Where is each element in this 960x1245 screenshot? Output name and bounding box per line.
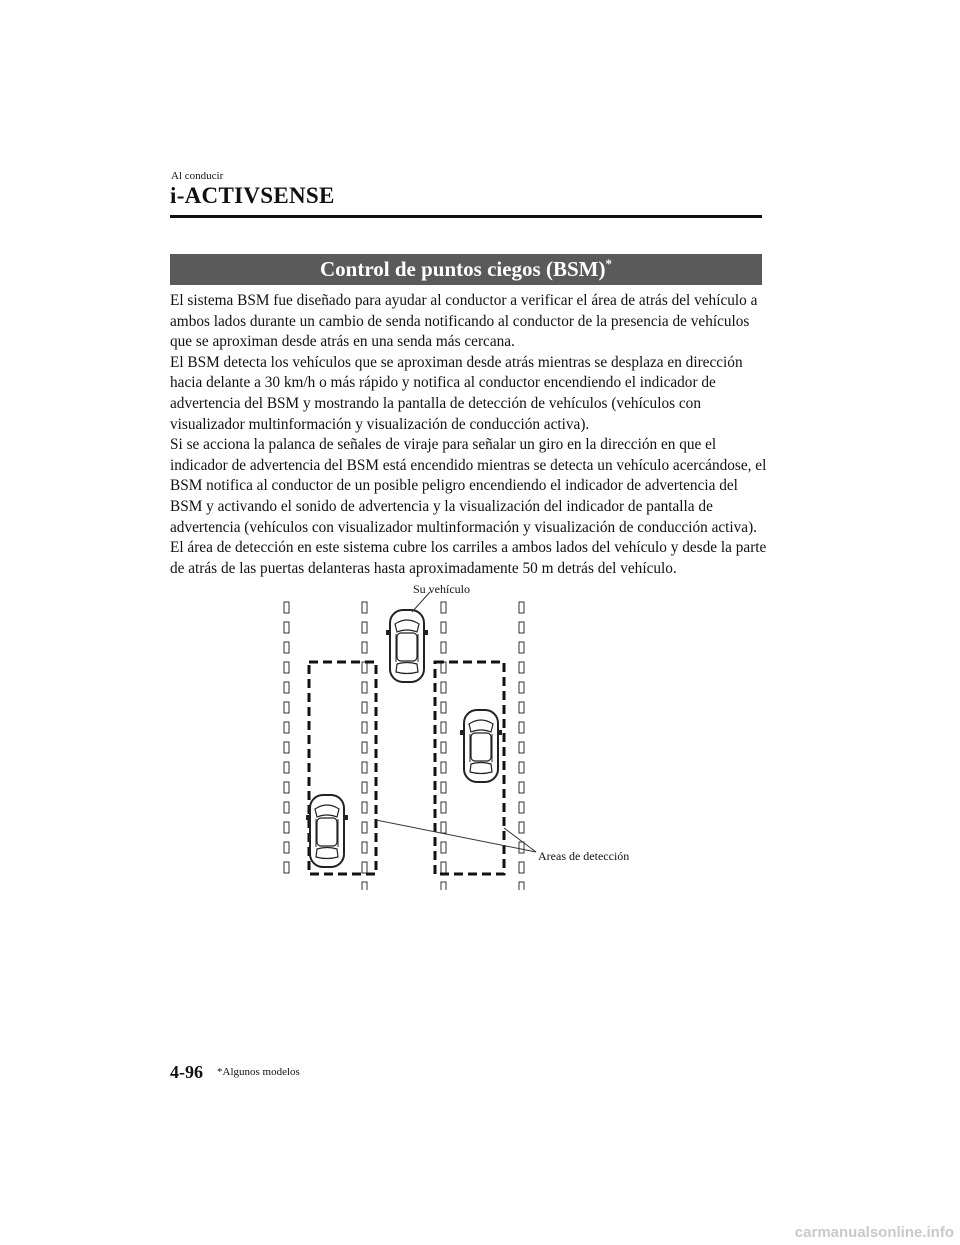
banner-marker: * [605, 256, 612, 271]
right-detected-vehicle-icon [460, 710, 502, 782]
bsm-detection-diagram [278, 580, 658, 890]
banner-title: Control de puntos ciegos (BSM) [320, 257, 606, 281]
header-rule [170, 215, 762, 218]
section-banner [170, 254, 762, 285]
chapter-title: i-ACTIVSENSE [170, 183, 335, 208]
own-vehicle-icon [386, 610, 428, 682]
body-text [170, 291, 770, 579]
paragraph: El área de detección en este sistema cubre los carriles a ambos lados del vehículo y desde la parte de atrás de las puertas delanteras hasta aproximadamente 50 m detrás del vehículo. [170, 539, 767, 577]
own-vehicle-label: Su vehículo [413, 582, 470, 596]
watermark: carmanualsonline.info [794, 1224, 954, 1241]
detection-areas-label: Areas de detección [538, 849, 630, 863]
callout-line-left-area [376, 820, 536, 852]
section-label: Al conducir [171, 170, 224, 182]
paragraph: El sistema BSM fue diseñado para ayudar al conductor a verificar el área de atrás del vehículo a ambos lados durante un cambio de senda notificando al conductor de la presencia de vehículos que se aproximan desde atrás en una senda más cercana. [170, 292, 758, 351]
paragraph: Si se acciona la palanca de señales de viraje para señalar un giro en la dirección en que el indicador de advertencia del BSM está encendido mientras se detecta un vehículo acercándose, el BSM notifica al conductor de un posible peligro encendiendo el indicador de advertencia del BSM y activando el sonido de advertencia y la visualización del indicador de pantalla de advertencia (vehículos con visualizador multinformación y visualización de conducción activa). [170, 436, 767, 536]
footnote: *Algunos modelos [217, 1066, 300, 1078]
page-number: 4-96 [170, 1062, 203, 1082]
left-detected-vehicle-icon [306, 795, 348, 867]
paragraph: El BSM detecta los vehículos que se aproximan desde atrás mientras se desplaza en dirección hacia delante a 30 km/h o más rápido y notifica al conductor encendiendo el indicador de advertencia del BSM y mostrando la pantalla de detección de vehículos (vehículos con visualizador multinformación y visualización de conducción activa). [170, 353, 743, 433]
